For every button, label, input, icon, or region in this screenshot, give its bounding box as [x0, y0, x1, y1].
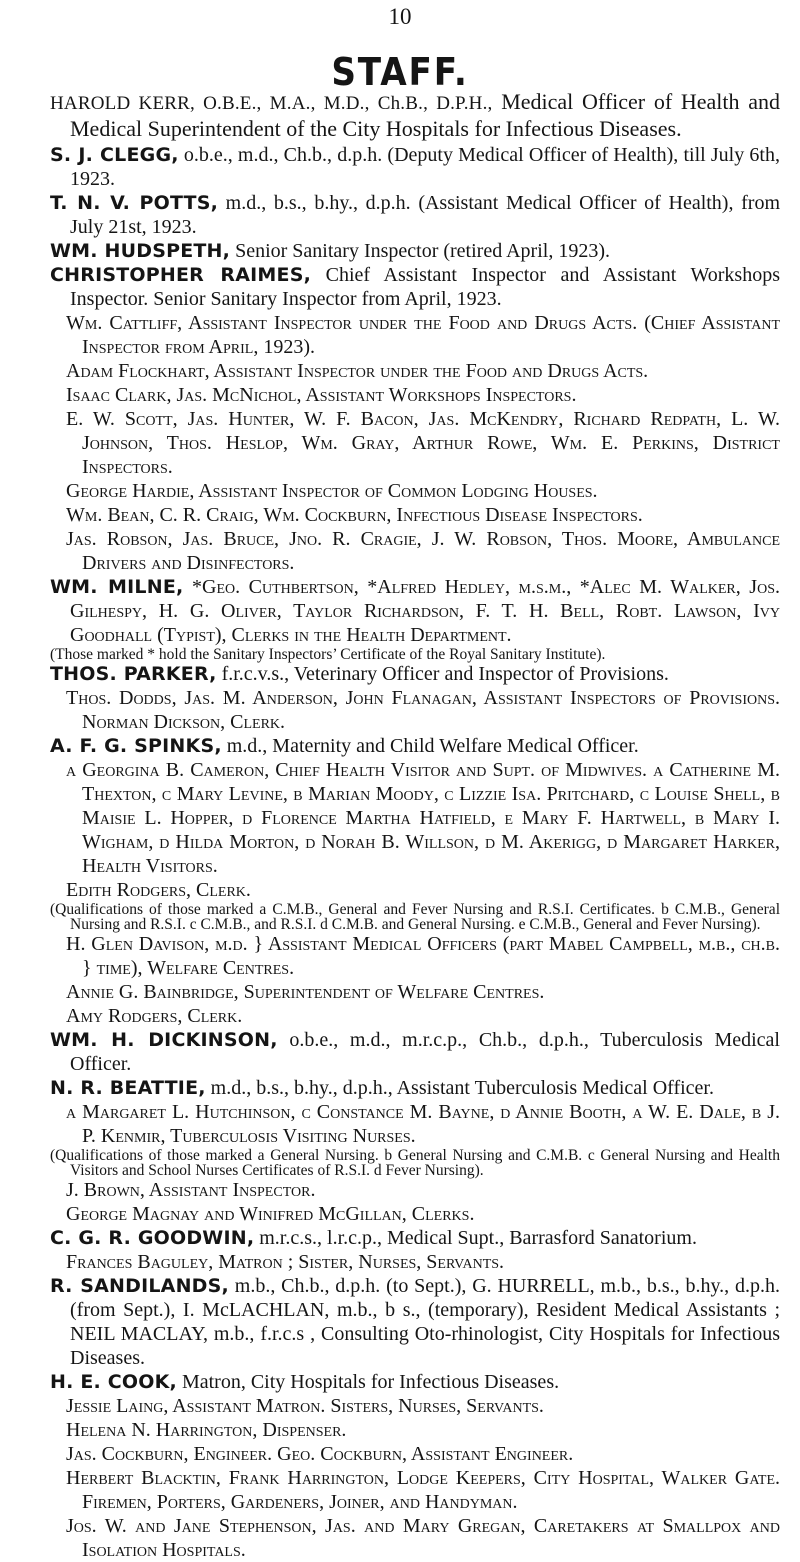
staff-details: Chief Assistant Inspector and Assistant Workshops Inspector. Senior Sanitary Inspector from April, 1923.	[70, 264, 780, 310]
staff-entry	[50, 1226, 780, 1250]
staff-subentry: Edith Rodgers, Clerk.	[66, 879, 251, 901]
staff-subentry: Wm. Bean, C. R. Craig, Wm. Cockburn, Infectious Disease Inspectors.	[66, 504, 643, 526]
staff-entry	[50, 1274, 780, 1370]
staff-details: Matron, City Hospitals for Infectious Diseases.	[176, 1371, 560, 1393]
staff-name: WM. MILNE,	[50, 576, 184, 598]
staff-subentry: Herbert Blacktin, Frank Harrington, Lodge Keepers, City Hospital, Walker Gate. Firemen, Porters, Gardeners, Joiner, and Handyman.	[66, 1467, 780, 1513]
staff-subentry: Isaac Clark, Jas. McNichol, Assistant Workshops Inspectors.	[66, 384, 577, 406]
staff-name: R. SANDILANDS,	[50, 1275, 229, 1297]
staff-subentry: Helena N. Harrington, Dispenser.	[66, 1419, 347, 1441]
staff-name: A. F. G. SPINKS,	[50, 735, 222, 757]
staff-details: o.b.e., m.d., m.r.c.p., Ch.b., d.p.h., Tuberculosis Medical Officer.	[70, 1029, 780, 1075]
staff-subentry: Jos. W. and Jane Stephenson, Jas. and Mary Gregan, Caretakers at Smallpox and Isolation Hospitals.	[66, 1515, 780, 1561]
qualifications-note: (Qualifications of those marked a C.M.B., General and Fever Nursing and R.S.I. Certificates. b C.M.B., General Nursing and R.S.I. c C.M.B., and R.S.I. d C.M.B. and General Nursing. e C.M.B., General and Fever Nursing).	[50, 901, 780, 933]
page-heading: STAFF.	[331, 50, 469, 94]
staff-entry	[50, 143, 780, 191]
certificate-note: (Those marked * hold the Sanitary Inspectors’ Certificate of the Royal Sanitary Institute).	[50, 646, 606, 663]
staff-entry	[50, 239, 780, 263]
staff-list	[50, 89, 780, 1562]
staff-subentry: H. Glen Davison, m.d. } Assistant Medical Officers (part Mabel Campbell, m.b., ch.b. } time), Welfare Centres.	[66, 933, 780, 979]
staff-details: f.r.c.v.s., Veterinary Officer and Inspector of Provisions.	[216, 663, 669, 685]
staff-name: H. E. COOK,	[50, 1371, 177, 1393]
staff-name: T. N. V. POTTS,	[50, 192, 219, 214]
staff-subentry: Amy Rodgers, Clerk.	[66, 1005, 243, 1027]
staff-entry	[50, 1028, 780, 1076]
qualifications-note: (Qualifications of those marked a General Nursing. b General Nursing and C.M.B. c General Nursing and Health Visitors and School Nurses Certificates of R.S.I. d Fever Nursing).	[50, 1147, 780, 1179]
staff-entry	[50, 734, 780, 758]
staff-subentry: a Georgina B. Cameron, Chief Health Visitor and Supt. of Midwives. a Catherine M. Thexton, c Mary Levine, b Marian Moody, c Lizzie Isa. Pritchard, c Louise Shell, b Maisie L. Hopper, d Florence Martha Hatfield, e Mary F. Hartwell, b Mary I. Wigham, d Hilda Morton, d Norah B. Willson, d M. Akerigg, d Margaret Harker, Health Visitors.	[66, 759, 780, 877]
staff-subentry: E. W. Scott, Jas. Hunter, W. F. Bacon, Jas. McKendry, Richard Redpath, L. W. Johnson, Thos. Heslop, Wm. Gray, Arthur Rowe, Wm. E. Perkins, District Inspectors.	[66, 408, 780, 478]
staff-subentry: Jas. Robson, Jas. Bruce, Jno. R. Cragie, J. W. Robson, Thos. Moore, Ambulance Drivers and Disinfectors.	[66, 528, 780, 574]
staff-details: Medical Officer of Health and Medical Superintendent of the City Hospitals for Infectious Diseases.	[70, 89, 780, 141]
staff-name: WM. HUDSPETH,	[50, 240, 231, 262]
staff-details: Senior Sanitary Inspector (retired April, 1923).	[230, 240, 610, 262]
staff-name: WM. H. DICKINSON,	[50, 1029, 278, 1051]
staff-details: m.d., Maternity and Child Welfare Medical Officer.	[221, 735, 639, 757]
staff-name: S. J. CLEGG,	[50, 144, 179, 166]
staff-subentry: Frances Baguley, Matron ; Sister, Nurses, Servants.	[66, 1251, 505, 1273]
staff-name: THOS. PARKER,	[50, 663, 217, 685]
staff-subentry: Adam Flockhart, Assistant Inspector under the Food and Drugs Acts.	[66, 360, 649, 382]
staff-subentry: J. Brown, Assistant Inspector.	[66, 1179, 316, 1201]
staff-subentry: a Margaret L. Hutchinson, c Constance M. Bayne, d Annie Booth, a W. E. Dale, b J. P. Kenmir, Tuberculosis Visiting Nurses.	[66, 1101, 780, 1147]
staff-subentry: George Hardie, Assistant Inspector of Common Lodging Houses.	[66, 480, 598, 502]
staff-entry	[50, 263, 780, 311]
staff-details: *Geo. Cuthbertson, *Alfred Hedley, m.s.m., *Alec M. Walker, Jos. Gilhespy, H. G. Oliver, Taylor Richardson, F. T. H. Bell, Robt. Lawson, Ivy Goodhall (Typist), Clerks in the Health Department.	[70, 576, 780, 646]
staff-name: HAROLD KERR, O.B.E., M.A., M.D., Ch.B., D.P.H.,	[50, 93, 493, 114]
staff-details: m.d., b.s., b.hy., d.p.h., Assistant Tuberculosis Medical Officer.	[205, 1077, 714, 1099]
staff-subentry: Jas. Cockburn, Engineer. Geo. Cockburn, Assistant Engineer.	[66, 1443, 574, 1465]
staff-details: m.b., Ch.b., d.p.h. (to Sept.), G. HURRELL, m.b., b.s., b.hy., d.p.h. (from Sept.), I. McLACHLAN, m.b., b s., (temporary), Resident Medical Assistants ; NEIL MACLAY, m.b., f.r.c.s , Consulting Oto-rhinologist, City Hospitals for Infectious Diseases.	[70, 1275, 780, 1369]
staff-details: o.b.e., m.d., Ch.b., d.p.h. (Deputy Medical Officer of Health), till July 6th, 1923.	[70, 144, 780, 190]
staff-details: m.d., b.s., b.hy., d.p.h. (Assistant Medical Officer of Health), from July 21st, 1923.	[70, 192, 780, 238]
staff-subentry: Wm. Cattliff, Assistant Inspector under the Food and Drugs Acts. (Chief Assistant Inspector from April, 1923).	[66, 312, 780, 358]
staff-entry	[50, 89, 780, 141]
staff-entry	[50, 1076, 780, 1100]
staff-entry	[50, 1370, 780, 1394]
staff-entry	[50, 575, 780, 647]
staff-subentry: Annie G. Bainbridge, Superintendent of Welfare Centres.	[66, 981, 545, 1003]
page-number: 10	[388, 4, 412, 29]
staff-details: m.r.c.s., l.r.c.p., Medical Supt., Barrasford Sanatorium.	[254, 1227, 697, 1249]
staff-subentry: Thos. Dodds, Jas. M. Anderson, John Flanagan, Assistant Inspectors of Provisions. Norman Dickson, Clerk.	[66, 687, 780, 733]
staff-entry	[50, 662, 780, 686]
staff-name: N. R. BEATTIE,	[50, 1077, 206, 1099]
staff-name: CHRISTOPHER RAIMES,	[50, 264, 311, 286]
staff-subentry: George Magnay and Winifred McGillan, Clerks.	[66, 1203, 475, 1225]
staff-entry	[50, 191, 780, 239]
staff-subentry: Jessie Laing, Assistant Matron. Sisters, Nurses, Servants.	[66, 1395, 544, 1417]
staff-name: C. G. R. GOODWIN,	[50, 1227, 255, 1249]
